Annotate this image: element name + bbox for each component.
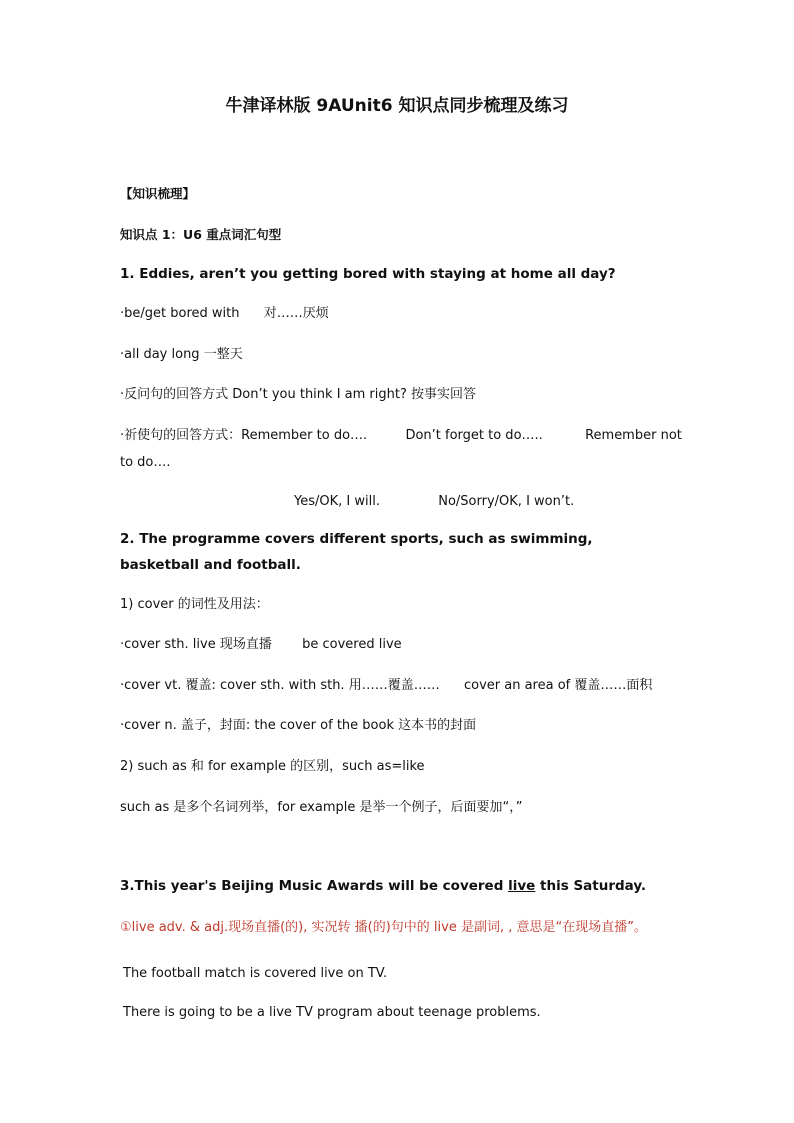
item1-line2: ·all day long 一整天 (120, 347, 243, 362)
item3-heading-pre: 3.This year's Beijing Music Awards will be covered (120, 878, 509, 894)
item3-example2: There is going to be a live TV program about teenage problems. (123, 1005, 541, 1020)
item1-line3: ·反问句的回答方式 Don’t you think I am right? 按事实回答 (120, 387, 477, 402)
item1-line4-cont: to do…. (120, 455, 171, 470)
item2-line1-b: be covered live (302, 637, 402, 652)
item2-line1-a: ·cover sth. live 现场直播 (120, 637, 272, 652)
item1-line1-meaning: 对……厌烦 (263, 306, 329, 321)
item2-line2-a: ·cover vt. 覆盖: cover sth. with sth. 用……覆盖…… (120, 678, 440, 693)
item1-line5-a: Yes/OK, I will. (294, 494, 380, 509)
item1-line1-term: ·be/get bored with (120, 306, 240, 321)
item2-line2-b: cover an area of 覆盖……面积 (463, 678, 653, 693)
item3-example1: The football match is covered live on TV. (123, 966, 388, 981)
item2-heading: 2. The programme covers different sports, such as swimming, basketball and football. (120, 531, 593, 573)
item2-line1 (120, 635, 402, 655)
item3-heading (120, 876, 646, 896)
page-title: 牛津译林版 9AUnit6 知识点同步梳理及练习 (225, 96, 569, 116)
item2-line3: ·cover n. 盖子，封面: the cover of the book 这本书的封面 (120, 718, 477, 733)
item1-line5-b: No/Sorry/OK, I won’t. (438, 494, 575, 509)
item2-line2 (120, 676, 652, 696)
item1-heading: 1. Eddies, aren’t you getting bored with staying at home all day? (120, 266, 616, 282)
item1-line4-b: Don’t forget to do….. (405, 428, 543, 443)
item1-line4-a: ·祈使句的回答方式：Remember to do…. (120, 428, 368, 443)
item3-heading-live: live (508, 878, 536, 894)
item2-sub1: 1) cover 的词性及用法： (120, 597, 269, 612)
item1-line1 (120, 304, 329, 324)
item1-line4 (120, 426, 682, 446)
item1-line4-c: Remember not (585, 428, 682, 443)
item1-line5 (294, 492, 574, 512)
item3-note: ①live adv. & adj.现场直播(的), 实况转 播(的)句中的 live 是副词, , 意思是“在现场直播”。 (120, 920, 647, 935)
knowledge-point-header: 知识点 1：U6 重点词汇句型 (120, 227, 282, 242)
item3-heading-post: this Saturday. (535, 878, 647, 894)
item2-line4: such as 是多个名词列举，for example 是举一个例子，后面要加“，” (120, 800, 523, 815)
section-header: 【知识梳理】 (120, 186, 196, 201)
item2-sub2: 2) such as 和 for example 的区别，such as=like (120, 759, 425, 774)
